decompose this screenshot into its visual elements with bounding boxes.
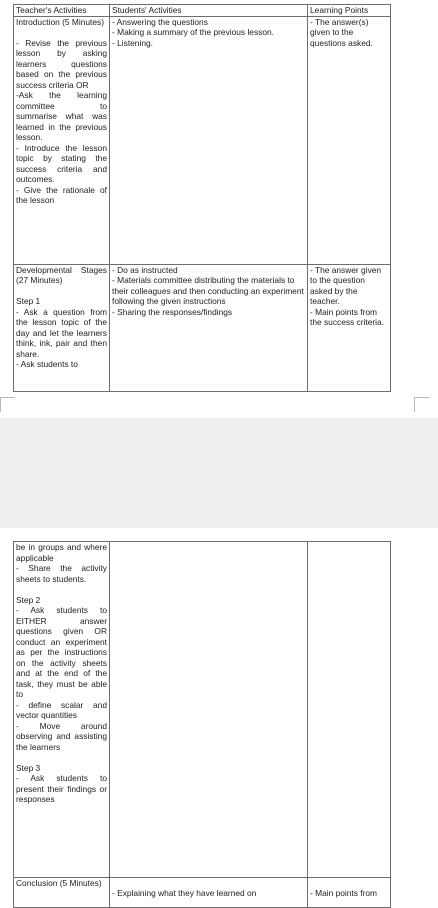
page-corner-mark [0, 397, 15, 412]
learning-points-cell [308, 878, 391, 908]
header-students-activities: Students' Activities [110, 5, 308, 17]
students-activities-cell [110, 878, 308, 908]
teacher-activities-cell [14, 878, 110, 908]
students-activities-cell [110, 542, 308, 878]
table-row-introduction [14, 16, 391, 264]
table-row-developmental-continued [14, 542, 391, 878]
learning-points-cell [308, 264, 391, 391]
teacher-activities-text: be in groups and where applicable - Share the activity sheets to students. Step 2 - Ask students to EITHER answer questions given OR conduct an experiment as per the instructions on the activity sheets and at the end of the task, they must be able to - define scalar and vector quantities - Move around observing and assisting the learners Step 3 - Ask students to present their findings or responses [16, 542, 107, 804]
header-learning-points: Learning Points [308, 5, 391, 17]
header-teacher-activities: Teacher's Activities [14, 5, 110, 17]
learning-points-text: - The answer given to the question asked by the teacher. - Main points from the success criteria. [310, 264, 385, 327]
page-corner-mark [414, 397, 429, 412]
teacher-activities-text: Developmental Stages (27 Minutes) Step 1 - Ask a question from the lesson topic of the day and let the learners think, ink, pair and then share. - Ask students to [16, 264, 107, 369]
table-row-developmental [14, 264, 391, 391]
students-activities-cell [110, 264, 308, 391]
teacher-activities-cell [14, 542, 110, 878]
learning-points-text: - The answer(s) given to the questions asked. [310, 16, 373, 48]
learning-points-text: - Main points from [310, 888, 378, 898]
teacher-activities-text: Introduction (5 Minutes) - Revise the previous lesson by asking learners questions based on the previous success criteria OR -Ask the learning committee to summarise what was learned in the previous lesson. - Introduce the lesson topic by stating the success criteria and outcomes. - Give the rationale of the lesson [16, 16, 107, 205]
students-activities-text: - Explaining what they have learned on [112, 888, 257, 898]
page-break-gap [0, 418, 438, 528]
students-activities-cell [110, 16, 308, 264]
teacher-activities-cell [14, 16, 110, 264]
table-row-conclusion [14, 878, 391, 908]
lesson-plan-table-page-1 [13, 4, 391, 392]
teacher-activities-cell [14, 264, 110, 391]
learning-points-cell [308, 542, 391, 878]
students-activities-text: - Answering the questions - Making a summary of the previous lesson. - Listening. [112, 16, 274, 48]
table-header-row [14, 5, 391, 17]
students-activities-text: - Do as instructed - Materials committee distributing the materials to their colleagues and then conducting an experiment following the given instructions - Sharing the responses/findings [112, 264, 304, 317]
teacher-activities-text: Conclusion (5 Minutes) [16, 878, 102, 888]
learning-points-cell [308, 16, 391, 264]
lesson-plan-table-page-2 [13, 541, 391, 908]
